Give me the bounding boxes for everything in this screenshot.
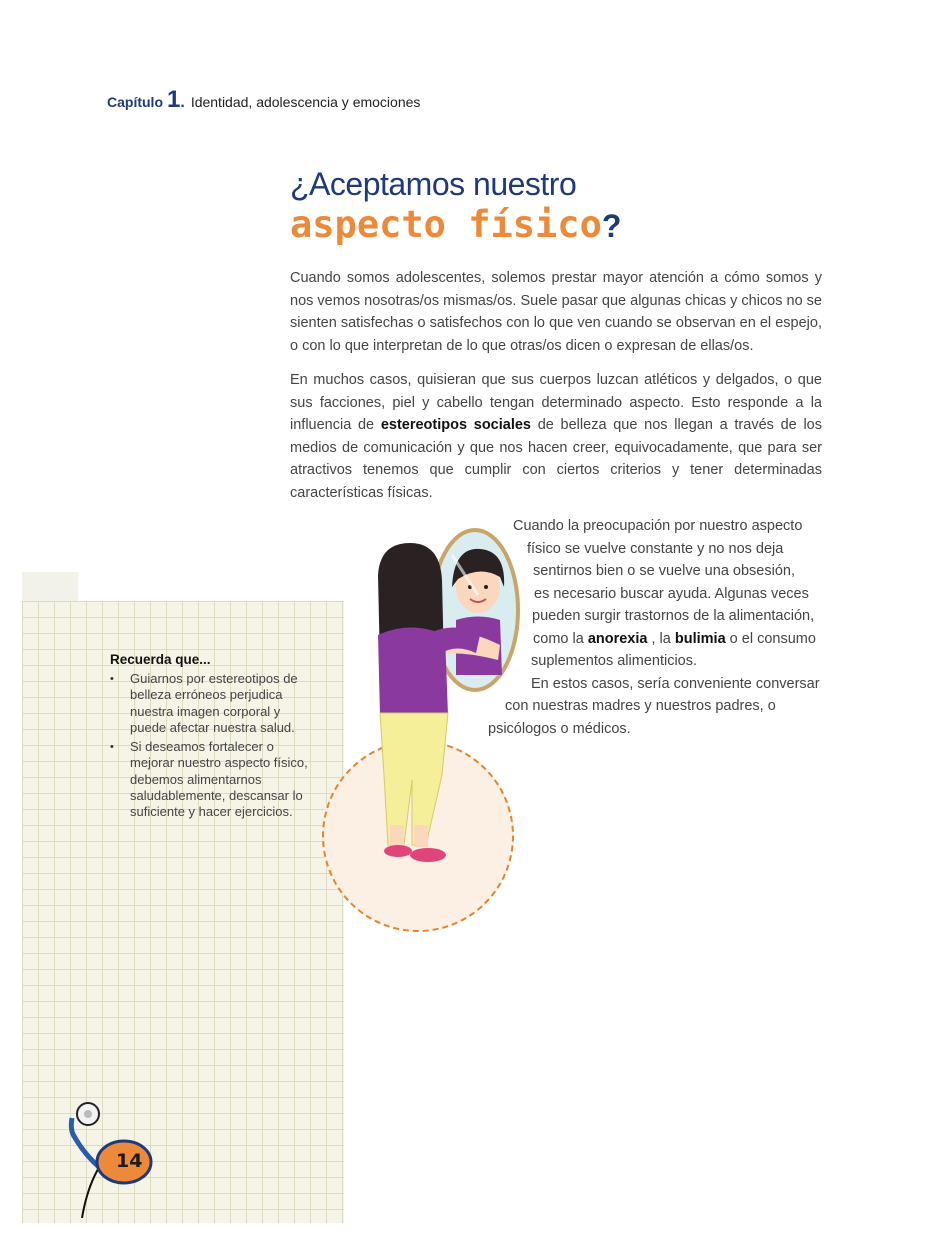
page-title-line1: ¿Aceptamos nuestro: [290, 166, 577, 202]
pushpin-icon: [60, 1100, 160, 1222]
page-title-question-mark: ?: [601, 208, 622, 244]
notebook-tab: [22, 572, 78, 604]
chapter-number: 1: [167, 86, 181, 113]
remember-item: [110, 739, 320, 820]
bullet-icon: •: [110, 741, 114, 754]
anorexia-term: anorexia: [587, 630, 648, 647]
page-number: 14: [116, 1150, 143, 1172]
side-text-line: suplementos alimenticios.: [531, 653, 698, 669]
remember-item: [110, 671, 320, 736]
stereotypes-text-before: En muchos casos, quisieran que sus cuerpos luzcan atléticos y delgados, o que sus facciones, piel y cabello tengan determinado aspecto. Esto responde a la influencia de: [290, 372, 822, 433]
stereotypes-paragraph: [290, 369, 822, 504]
bullet-icon: •: [110, 673, 114, 685]
remember-title: Recuerda que...: [110, 652, 211, 667]
stereotypes-text-after: de belleza que nos llegan a través de los medios de comunicación y que nos hacen creer, equivocadamente, que para ser atractivos tenemos que cumplir con ciertos criterios y tener determinadas características físicas.: [290, 417, 822, 501]
side-text-line: En estos casos, sería conveniente conversar: [531, 675, 820, 692]
intro-paragraph: Cuando somos adolescentes, solemos prestar mayor atención a cómo somos y nos vemos nosotras/os mismas/os. Suele pasar que algunas chicas y chicos no se sienten satisfechas o satisfechos con lo que ven cuando se observan en el espejo, o con lo que interpretan de lo que otras/os dicen o expresan de ellas/os.: [290, 270, 822, 354]
remember-item-text: Guiarnos por estereotipos de belleza erróneos perjudica nuestra imagen corporal y puede afectar nuestra salud.: [130, 671, 298, 735]
page-title-line2: [290, 203, 621, 246]
side-text-line: pueden surgir trastornos de la alimentación,: [532, 608, 815, 624]
stereotypes-bold-term: estereotipos sociales: [380, 417, 531, 433]
side-text-line: físico se vuelve constante y no nos deja: [527, 540, 784, 557]
side-text-line: psicólogos o médicos.: [488, 720, 631, 737]
remember-item-text: Si deseamos fortalecer o mejorar nuestro aspecto físico, debemos alimentarnos saludablemente, descansar lo suficiente y hacer ejercicios.: [130, 739, 308, 820]
bulimia-term: bulimia: [674, 630, 726, 647]
chapter-dot: .: [180, 94, 185, 111]
side-text-line: sentirnos bien o se vuelve una obsesión,: [533, 563, 795, 579]
side-text-line: con nuestras madres y nuestros padres, o: [505, 698, 776, 714]
side-text-segment: o el consumo: [725, 630, 816, 647]
chapter-header: [107, 86, 420, 114]
remember-box: [110, 652, 320, 824]
remember-list: [110, 671, 320, 821]
side-text-segment: como la: [533, 630, 588, 647]
side-text-line: Cuando la preocupación por nuestro aspecto: [513, 518, 803, 534]
side-text-line: es necesario buscar ayuda. Algunas veces: [534, 585, 809, 602]
page-title-highlight: aspecto físico: [290, 203, 602, 246]
page-number-badge: [60, 1100, 160, 1227]
side-text-block: [488, 515, 828, 740]
chapter-title: Identidad, adolescencia y emociones: [190, 94, 421, 110]
side-text-line: [488, 628, 828, 651]
side-text-segment: , la: [647, 630, 675, 647]
chapter-word: Capítulo: [107, 94, 163, 110]
